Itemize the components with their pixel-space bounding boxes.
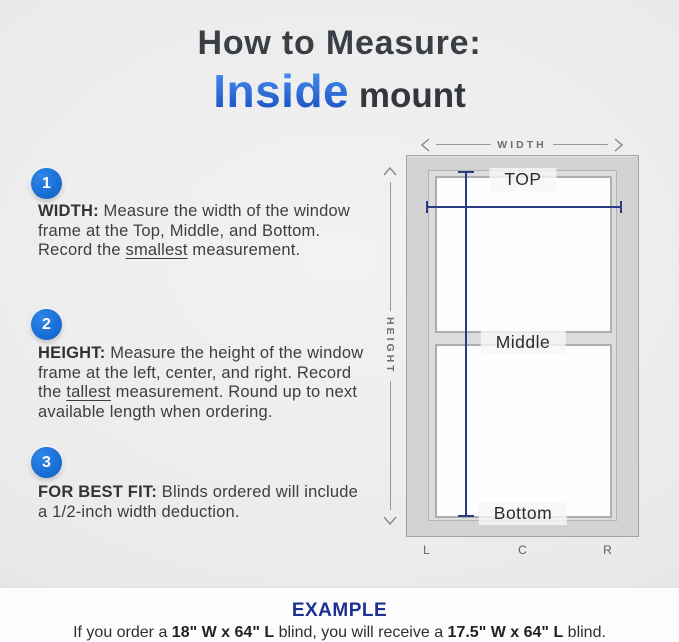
step-2-body1: Measure the height of the window frame at the left, center, and right. Record the xyxy=(38,344,364,401)
label-center-c: C xyxy=(518,543,528,557)
step-1-body2: measurement. xyxy=(187,241,301,259)
height-measure-cap-bottom xyxy=(458,515,474,517)
title-highlight-inside: Inside xyxy=(213,65,350,117)
arrow-down-icon xyxy=(383,516,397,525)
example-text-before: If you order a xyxy=(73,624,172,641)
step-1-text xyxy=(38,202,372,261)
step-3-body1: Blinds ordered will include a 1/2-inch width deduction. xyxy=(38,483,358,521)
step-2-lead: HEIGHT: xyxy=(38,344,106,362)
width-dimension-arrow xyxy=(421,137,623,152)
arrow-left-icon xyxy=(421,138,430,152)
title-line1: How to Measure: xyxy=(197,24,482,62)
step-1-lead: WIDTH: xyxy=(38,202,99,220)
example-text-after: blind. xyxy=(563,624,606,641)
label-middle: Middle xyxy=(481,331,566,354)
window-lower-pane xyxy=(435,344,612,518)
label-top: TOP xyxy=(489,168,556,191)
step-3-text xyxy=(38,483,372,522)
height-arrow-line-bottom xyxy=(390,381,391,510)
example-size-received: 17.5" W x 64" L xyxy=(447,624,564,641)
example-heading: EXAMPLE xyxy=(291,600,388,621)
label-bottom: Bottom xyxy=(479,502,567,525)
height-arrow-line-top xyxy=(390,182,391,311)
step-2-text xyxy=(38,344,372,422)
step-1-body1: Measure the width of the window frame at the Top, Middle, and Bottom. Record the xyxy=(38,202,351,259)
height-dimension-arrow xyxy=(382,167,398,525)
arrow-up-icon xyxy=(383,167,397,176)
width-arrow-line-right xyxy=(553,144,608,145)
height-measure-cap-top xyxy=(458,171,474,173)
width-measure-cap-left xyxy=(426,201,428,213)
width-arrow-line-left xyxy=(436,144,491,145)
step-2-body2: measurement. Round up to next available length when ordering. xyxy=(38,383,358,421)
page-title xyxy=(0,24,679,118)
step-2-underlined: tallest xyxy=(66,383,111,401)
arrow-right-icon xyxy=(614,138,623,152)
width-label: WIDTH xyxy=(497,138,547,151)
step-1-underlined: smallest xyxy=(125,241,188,259)
example-section xyxy=(0,587,679,642)
width-measure-line xyxy=(427,206,621,208)
step-3-lead: FOR BEST FIT: xyxy=(38,483,158,501)
example-text xyxy=(0,624,679,642)
step-1-badge: 1 xyxy=(31,168,62,199)
title-line2 xyxy=(0,64,679,118)
example-text-middle: blind, you will receive a xyxy=(274,624,448,641)
label-left-l: L xyxy=(423,543,431,557)
label-right-r: R xyxy=(603,543,613,557)
step-2-badge: 2 xyxy=(31,309,62,340)
step-3-badge: 3 xyxy=(31,447,62,478)
height-label: HEIGHT xyxy=(384,317,396,375)
height-measure-line xyxy=(465,172,467,517)
window-upper-pane xyxy=(435,176,612,333)
width-measure-cap-right xyxy=(620,201,622,213)
title-suffix-mount: mount xyxy=(358,76,466,115)
example-size-ordered: 18" W x 64" L xyxy=(171,624,275,641)
